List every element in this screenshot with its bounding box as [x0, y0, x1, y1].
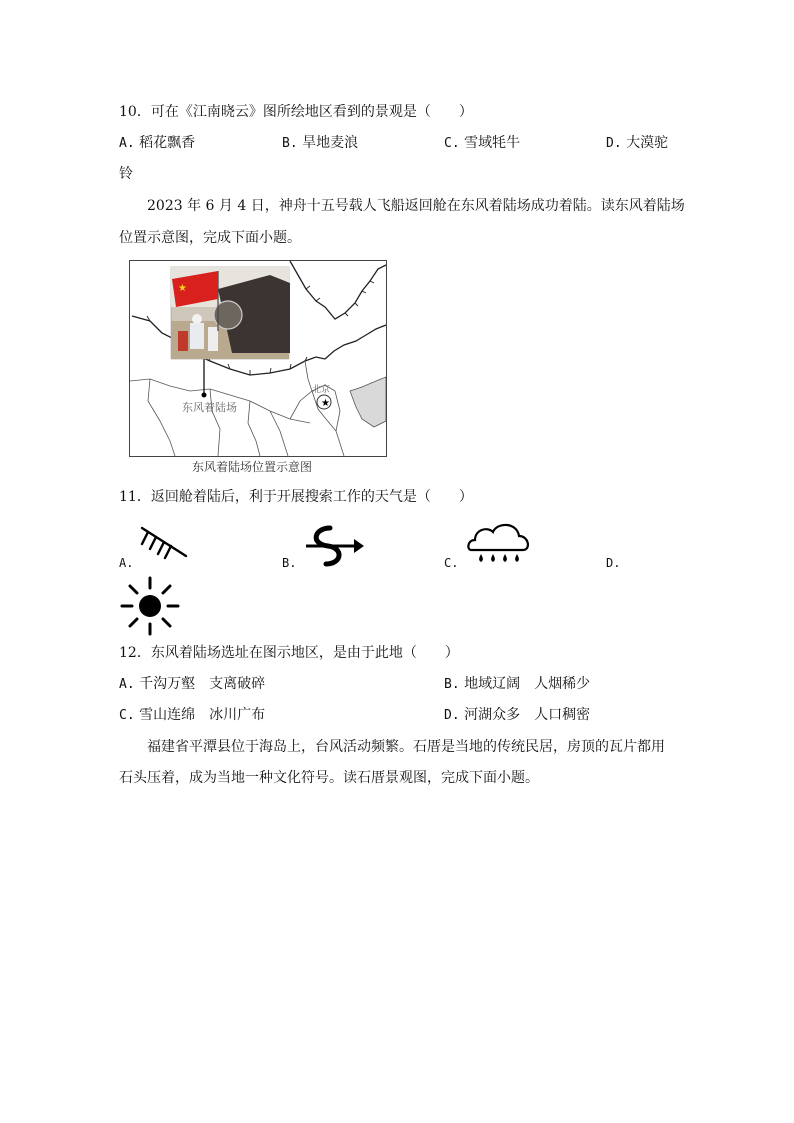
border-line: [290, 261, 386, 319]
option-text: 河湖众多: [464, 707, 521, 723]
province-line: [335, 391, 344, 456]
option-text: 稻花飘香: [139, 135, 196, 151]
wind-barb-icon[interactable]: [138, 526, 194, 562]
q10-option-d-wrap: 铃: [119, 166, 133, 182]
beijing-label: 北京: [312, 385, 331, 395]
site-dot: [202, 393, 207, 398]
capsule-photo: [171, 267, 290, 359]
rain-cloud-icon[interactable]: [465, 520, 533, 568]
map-drawing: [130, 261, 386, 456]
province-line: [305, 361, 312, 391]
map-caption: 东风着陆场位置示意图: [192, 460, 313, 474]
border-ticks: [306, 281, 374, 319]
option-letter: B.: [444, 677, 460, 692]
q12-option-b[interactable]: [444, 674, 590, 695]
option-text: 旱地麦浪: [302, 135, 359, 151]
typhoon-icon[interactable]: [300, 524, 368, 568]
option-letter: C.: [444, 136, 460, 151]
option-text: 雪域牦牛: [464, 135, 521, 151]
q11-option-d-letter[interactable]: D.: [606, 556, 621, 570]
question-10-stem: 10．可在《江南晓云》图所绘地区看到的景观是（ ）: [119, 104, 473, 120]
option-text: 地域辽阔: [464, 676, 521, 692]
intro2-paragraph-line-1: 福建省平潭县位于海岛上，台风活动频繁。石厝是当地的传统民居，房顶的瓦片都用: [147, 739, 665, 755]
option-letter: B.: [282, 136, 298, 151]
question-11-stem: 11．返回舱着陆后，利于开展搜索工作的天气是（ ）: [119, 489, 473, 505]
option-letter: A.: [119, 136, 135, 151]
q12-option-d[interactable]: [444, 705, 590, 726]
sun-icon[interactable]: [119, 575, 181, 637]
option-text: 人口稠密: [534, 707, 591, 723]
province-line: [148, 379, 175, 456]
question-12-stem: 12．东风着陆场选址在图示地区，是由于此地（ ）: [119, 645, 459, 661]
person: [190, 323, 204, 349]
intro-paragraph-line-1: 2023 年 6 月 4 日，神舟十五号载人飞船返回舱在东风着陆场成功着陆。读东风着陆场: [147, 198, 685, 214]
intro2-paragraph-line-2: 石头压着，成为当地一种文化符号。读石厝景观图，完成下面小题。: [119, 770, 539, 786]
border-line: [325, 325, 386, 359]
province-line: [210, 389, 220, 456]
province-line: [312, 391, 336, 431]
q11-option-a-letter[interactable]: A.: [119, 556, 134, 570]
q12-option-a[interactable]: [119, 674, 265, 695]
flag-star-icon: ★: [178, 283, 187, 294]
q10-option-d[interactable]: [606, 133, 668, 154]
option-text: 千沟万壑: [139, 676, 196, 692]
site-label: 东风着陆场: [182, 401, 237, 414]
landing-site-map: [129, 260, 387, 457]
q10-option-a[interactable]: [119, 133, 195, 154]
province-line: [270, 411, 288, 456]
option-text: 雪山连绵: [139, 707, 196, 723]
q11-option-c-letter[interactable]: C.: [444, 556, 459, 570]
intro-paragraph-line-2: 位置示意图，完成下面小题。: [119, 230, 301, 246]
option-text: 人烟稀少: [534, 676, 591, 692]
option-text: 冰川广布: [209, 707, 266, 723]
person: [178, 331, 188, 351]
q10-option-b[interactable]: [282, 133, 358, 154]
province-line: [248, 401, 260, 456]
option-letter: D.: [444, 708, 460, 723]
option-letter: D.: [606, 136, 622, 151]
q11-option-b-letter[interactable]: B.: [282, 556, 297, 570]
q10-option-c[interactable]: [444, 133, 520, 154]
option-text: 支离破碎: [209, 676, 266, 692]
option-letter: A.: [119, 677, 135, 692]
capital-star-icon: ★: [321, 398, 330, 409]
person: [192, 314, 202, 324]
option-text: 大漠驼: [626, 135, 669, 151]
person: [208, 327, 218, 351]
sea-area: [350, 377, 386, 427]
q12-option-c[interactable]: [119, 705, 265, 726]
option-letter: C.: [119, 708, 135, 723]
